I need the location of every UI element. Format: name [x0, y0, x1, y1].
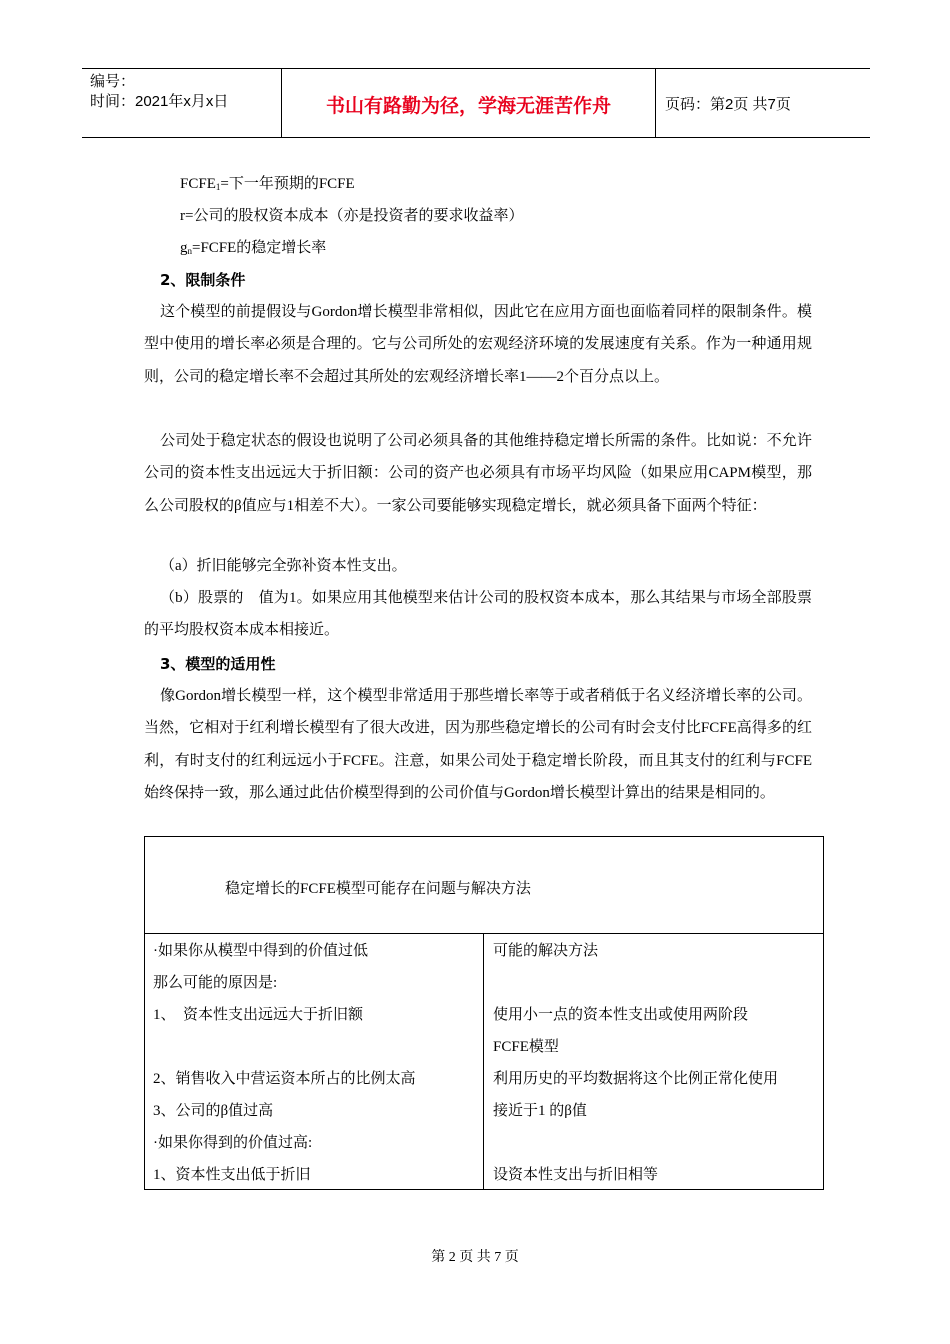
page-footer: 第 2 页 共 7 页 [431, 1250, 519, 1265]
table-cell: 可能的解决方法 [493, 943, 599, 959]
header-divider [655, 69, 656, 137]
header-page-label: 页码：第2页 共7页 [665, 96, 791, 113]
table-cell: 接近于1 的β值 [493, 1103, 587, 1119]
page-header [82, 68, 870, 138]
header-meta [90, 72, 228, 112]
list-item-a: （a）折旧能够完全弥补资本性支出。 [160, 558, 407, 574]
paragraph-text: 像Gordon增长模型一样，这个模型非常适用于那些增长率等于或者稍低于名义经济增长率的公司。当然，它相对于红利增长模型有了很大改进，因为那些稳定增长的公司有时会支付比FCFE高得多的红利，有时支付的红利远远小于FCFE。注意，如果公司处于稳定增长阶段，而且其支付的红利与FCFE始终保持一致，那么通过此估价模型得到的公司价值与Gordon增长模型计算出的结果是相同的。 [144, 688, 812, 802]
table-cell: 1、资本性支出低于折旧 [153, 1167, 311, 1183]
definition-r: r=公司的股权资本成本（亦是投资者的要求收益率） [180, 208, 524, 224]
paragraph-text: 公司处于稳定状态的假设也说明了公司必须具备的其他维持稳定增长所需的条件。比如说：不允许公司的资本性支出远远大于折旧额：公司的资产也必须具有市场平均风险（如果应用CAPM模型，那么公司股权的β值应与1相差不大）。一家公司要能够实现稳定增长，就必须具备下面两个特征： [144, 433, 812, 514]
table-cell: 3、公司的β值过高 [153, 1103, 274, 1119]
definition-gn-text: =FCFE的稳定增长率 [192, 240, 327, 256]
definition-fcfe1-text: =下一年预期的FCFE [220, 176, 355, 192]
table-cell: ·如果你得到的价值过高: [153, 1135, 313, 1151]
table-title: 稳定增长的FCFE模型可能存在问题与解决方法 [225, 881, 531, 897]
definition-fcfe1: $FCFE_1=$下一年预期的FCFE [180, 176, 355, 192]
table-cell: 利用历史的平均数据将这个比例正常化使用 [493, 1071, 779, 1087]
table-cell: FCFE模型 [493, 1039, 559, 1055]
section-heading: 2、限制条件 [160, 271, 246, 289]
definition-gn: $g_n=FCFE$的稳定增长率 [180, 240, 327, 256]
paragraph [144, 582, 812, 647]
time-label: 时间：2021年x月x日 [90, 93, 229, 110]
problem-solution-table [144, 836, 824, 1190]
section-heading: 3、模型的适用性 [160, 655, 276, 673]
paragraph [144, 425, 812, 522]
paragraph [144, 296, 812, 393]
list-item-b: （b）股票的 值为1。如果应用其他模型来估计公司的股权资本成本，那么其结果与市场全部股票的平均股权资本成本相接近。 [144, 590, 812, 639]
table-divider [483, 933, 484, 1190]
table-divider [145, 933, 823, 934]
table-cell: 使用小一点的资本性支出或使用两阶段 [493, 1007, 749, 1023]
header-motto: 书山有路勤为径，学海无涯苦作舟 [325, 95, 611, 117]
paragraph [144, 680, 812, 810]
table-cell: 1、 资本性支出远远大于折旧额 [153, 1007, 364, 1023]
table-cell: 2、销售收入中营运资本所占的比例太高 [153, 1071, 416, 1087]
paragraph-text: 这个模型的前提假设与Gordon增长模型非常相似，因此它在应用方面也面临着同样的限制条件。模型中使用的增长率必须是合理的。它与公司所处的宏观经济环境的发展速度有关系。作为一种通用规则，公司的稳定增长率不会超过其所处的宏观经济增长率1——2个百分点以上。 [144, 304, 812, 385]
table-cell: ·如果你从模型中得到的价值过低 [153, 943, 368, 959]
table-cell: 那么可能的原因是: [153, 975, 278, 991]
table-cell: 设资本性支出与折旧相等 [493, 1167, 659, 1183]
number-label: 编号： [90, 73, 136, 90]
